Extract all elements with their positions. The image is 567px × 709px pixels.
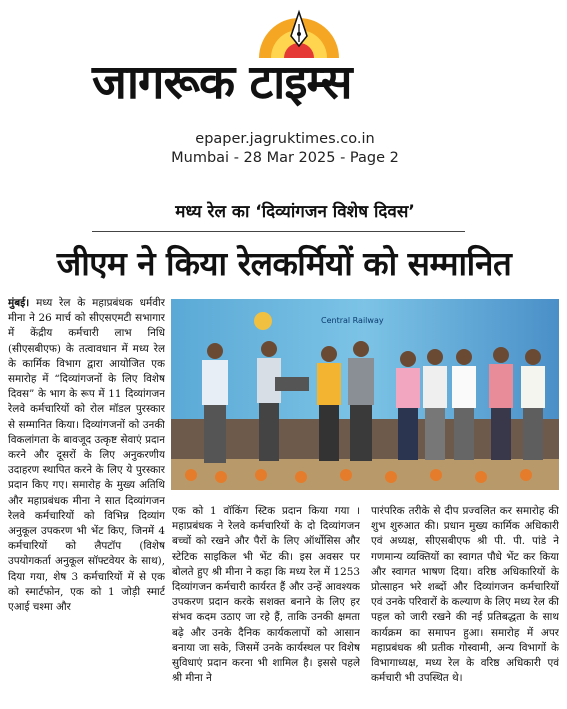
- article-column-2: एक को 1 वॉकिंग स्टिक प्रदान किया गया । महाप्रबंधक ने रेलवे कर्मचारियों के दो दिव्यांगजन बच्चों को रखने और पैरों के लिए ऑर्थोसिस और स्टेटिक साइकिल भी भेंट की। इस अवसर पर बोलते हुए श्री मीना ने कहा कि मध्य रेल में 1253 दिव्यांगजन कर्मचारी कार्यरत हैं और उन्हें आवश्यक उपकरण प्रदान करके सशक्त बनाने के लिए हर संभव कदम उठाए जा रहे हैं, ताकि उनकी क्षमता बढ़े और उनके दैनिक कार्यकलापों को आसान बनाया जा सके, जिसमें उनके कार्यस्थल पर विशेष सुविधाएं प्रदान करना भी शामिल है। इससे पहले श्री मीना ने: [172, 505, 360, 685]
- article-headline: जीएम ने किया रेलकर्मियों को सम्मानित: [56, 244, 512, 283]
- article-column-3: पारंपरिक तरीके से दीप प्रज्वलित कर समारोह की शुभ शुरुआत की। प्रधान मुख्य कार्मिक अधिकारी एवं अध्यक्ष, सीएसबीएफ श्री पी. पी. पांडे ने गणमान्य व्यक्तियों का स्वागत पौधे भेंट कर किया और स्वागत भाषण दिया। वरिष्ठ अधिकारियों के प्रोत्साहन भरे शब्दों और दिव्यांगजन कर्मचारियों एवं उनके परिवारों के कल्याण के लिए मध्य रेल की पहल को जारी रखने की नई प्रतिबद्धता के साथ कार्यक्रम का समापन हुआ। समारोह में अपर महाप्रबंधक श्री प्रतीक गोस्वामी, अन्य विभागों के विभागाध्यक्ष, मध्य रेल के वरिष्ठ अधिकारी एवं कर्मचारी भी उपस्थित थे।: [371, 505, 559, 685]
- article-kicker: मध्य रेल का ‘दिव्यांगजन विशेष दिवस’: [175, 202, 415, 222]
- epaper-url[interactable]: epaper.jagruktimes.co.in: [195, 131, 375, 147]
- kicker-divider: [92, 231, 465, 232]
- masthead: [0, 0, 567, 125]
- newspaper-logo-icon: [254, 6, 344, 58]
- article-column-1: [8, 296, 165, 706]
- award-ceremony-photo-icon: [171, 299, 559, 490]
- article-dateline: मुंबई।: [8, 297, 30, 309]
- newspaper-name: जागरूक टाइम्स: [92, 55, 352, 110]
- edition-info: [140, 130, 430, 168]
- edition-line: Mumbai - 28 Mar 2025 - Page 2: [171, 150, 399, 166]
- banner-text: Central Railway: [321, 316, 384, 325]
- event-photo: [171, 299, 559, 490]
- article-column-1-text: मध्य रेल के महाप्रबंधक धर्मवीर मीना ने 26 मार्च को सीएसएमटी सभागार में केंद्रीय कर्मचारी लाभ निधि (सीएसबीएफ) के तत्वावधान में मध्य रेल के कार्मिक विभाग द्वारा आयोजित एक समारोह में “दिव्यांगजनों के लिए विशेष दिवस” के भाग के रूप में 11 दिव्यांगजन रेलवे कर्मचारियों को रोल मॉडल पुरस्कार से सम्मानित किया। दिव्यांगजनों को उनकी विकलांगता के बावजूद उत्कृष्ट सेवाएं प्रदान करने और दूसरों के लिए अनुकरणीय उदाहरण स्थापित करने के लिए ये पुरस्कार प्रदान किए गए। समारोह के मुख्य अतिथि और महाप्रबंधक मीना ने सात दिव्यांगजन रेलवे कर्मचारियों को विभिन्न दिव्यांग अनुकूल उपकरण भी भेंट किए, जिनमें 4 कर्मचारियों को लैपटॉप (विशेष उपयोगकर्ता अनुकूल सॉफ्टवेयर के साथ), दिया गया, शेष 3 कर्मचारियों में से एक को स्मार्टफोन, एक को 1 जोड़ी स्मार्ट एआई चश्मा और: [8, 297, 165, 614]
